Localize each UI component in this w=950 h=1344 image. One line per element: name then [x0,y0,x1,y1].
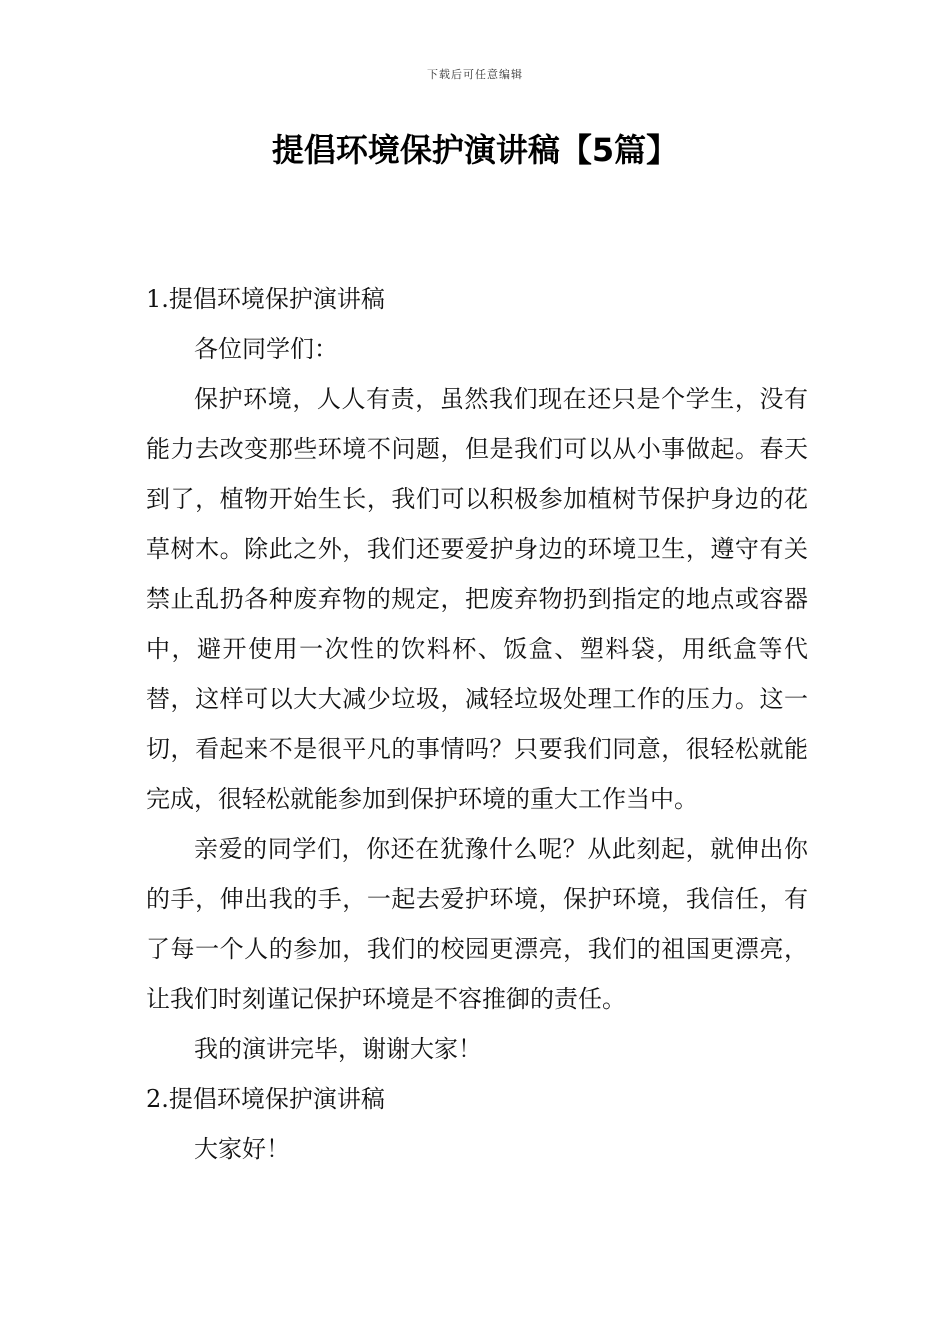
document-body [146,274,808,1174]
section-heading: 2.提倡环境保护演讲稿 [146,1085,385,1113]
salutation: 各位同学们： [194,335,338,363]
document-title: 提倡环境保护演讲稿【5篇】 [271,131,679,169]
closing-line: 我的演讲完毕，谢谢大家！ [194,1035,482,1063]
section-heading: 1.提倡环境保护演讲稿 [146,285,385,313]
salutation: 大家好！ [194,1135,290,1163]
paragraph: 保护环境，人人有责，虽然我们现在还只是个学生，没有能力去改变那些环境不问题，但是我们可以从小事做起。春天到了，植物开始生长，我们可以积极参加植树节保护身边的花草树木。除此之外，我们还要爱护身边的环境卫生，遵守有关禁止乱扔各种废弃物的规定，把废弃物扔到指定的地点或容器中，避开使用一次性的饮料杯、饭盒、塑料袋，用纸盒等代替，这样可以大大减少垃圾，减轻垃圾处理工作的压力。这一切，看起来不是很平凡的事情吗？只要我们同意，很轻松就能完成，很轻松就能参加到保护环境的重大工作当中。 [146,385,808,813]
header-note: 下载后可任意编辑 [427,68,523,81]
paragraph: 亲爱的同学们，你还在犹豫什么呢？从此刻起，就伸出你的手，伸出我的手，一起去爱护环境，保护环境，我信任，有了每一个人的参加，我们的校园更漂亮，我们的祖国更漂亮，让我们时刻谨记保护环境是不容推御的责任。 [146,835,808,1013]
